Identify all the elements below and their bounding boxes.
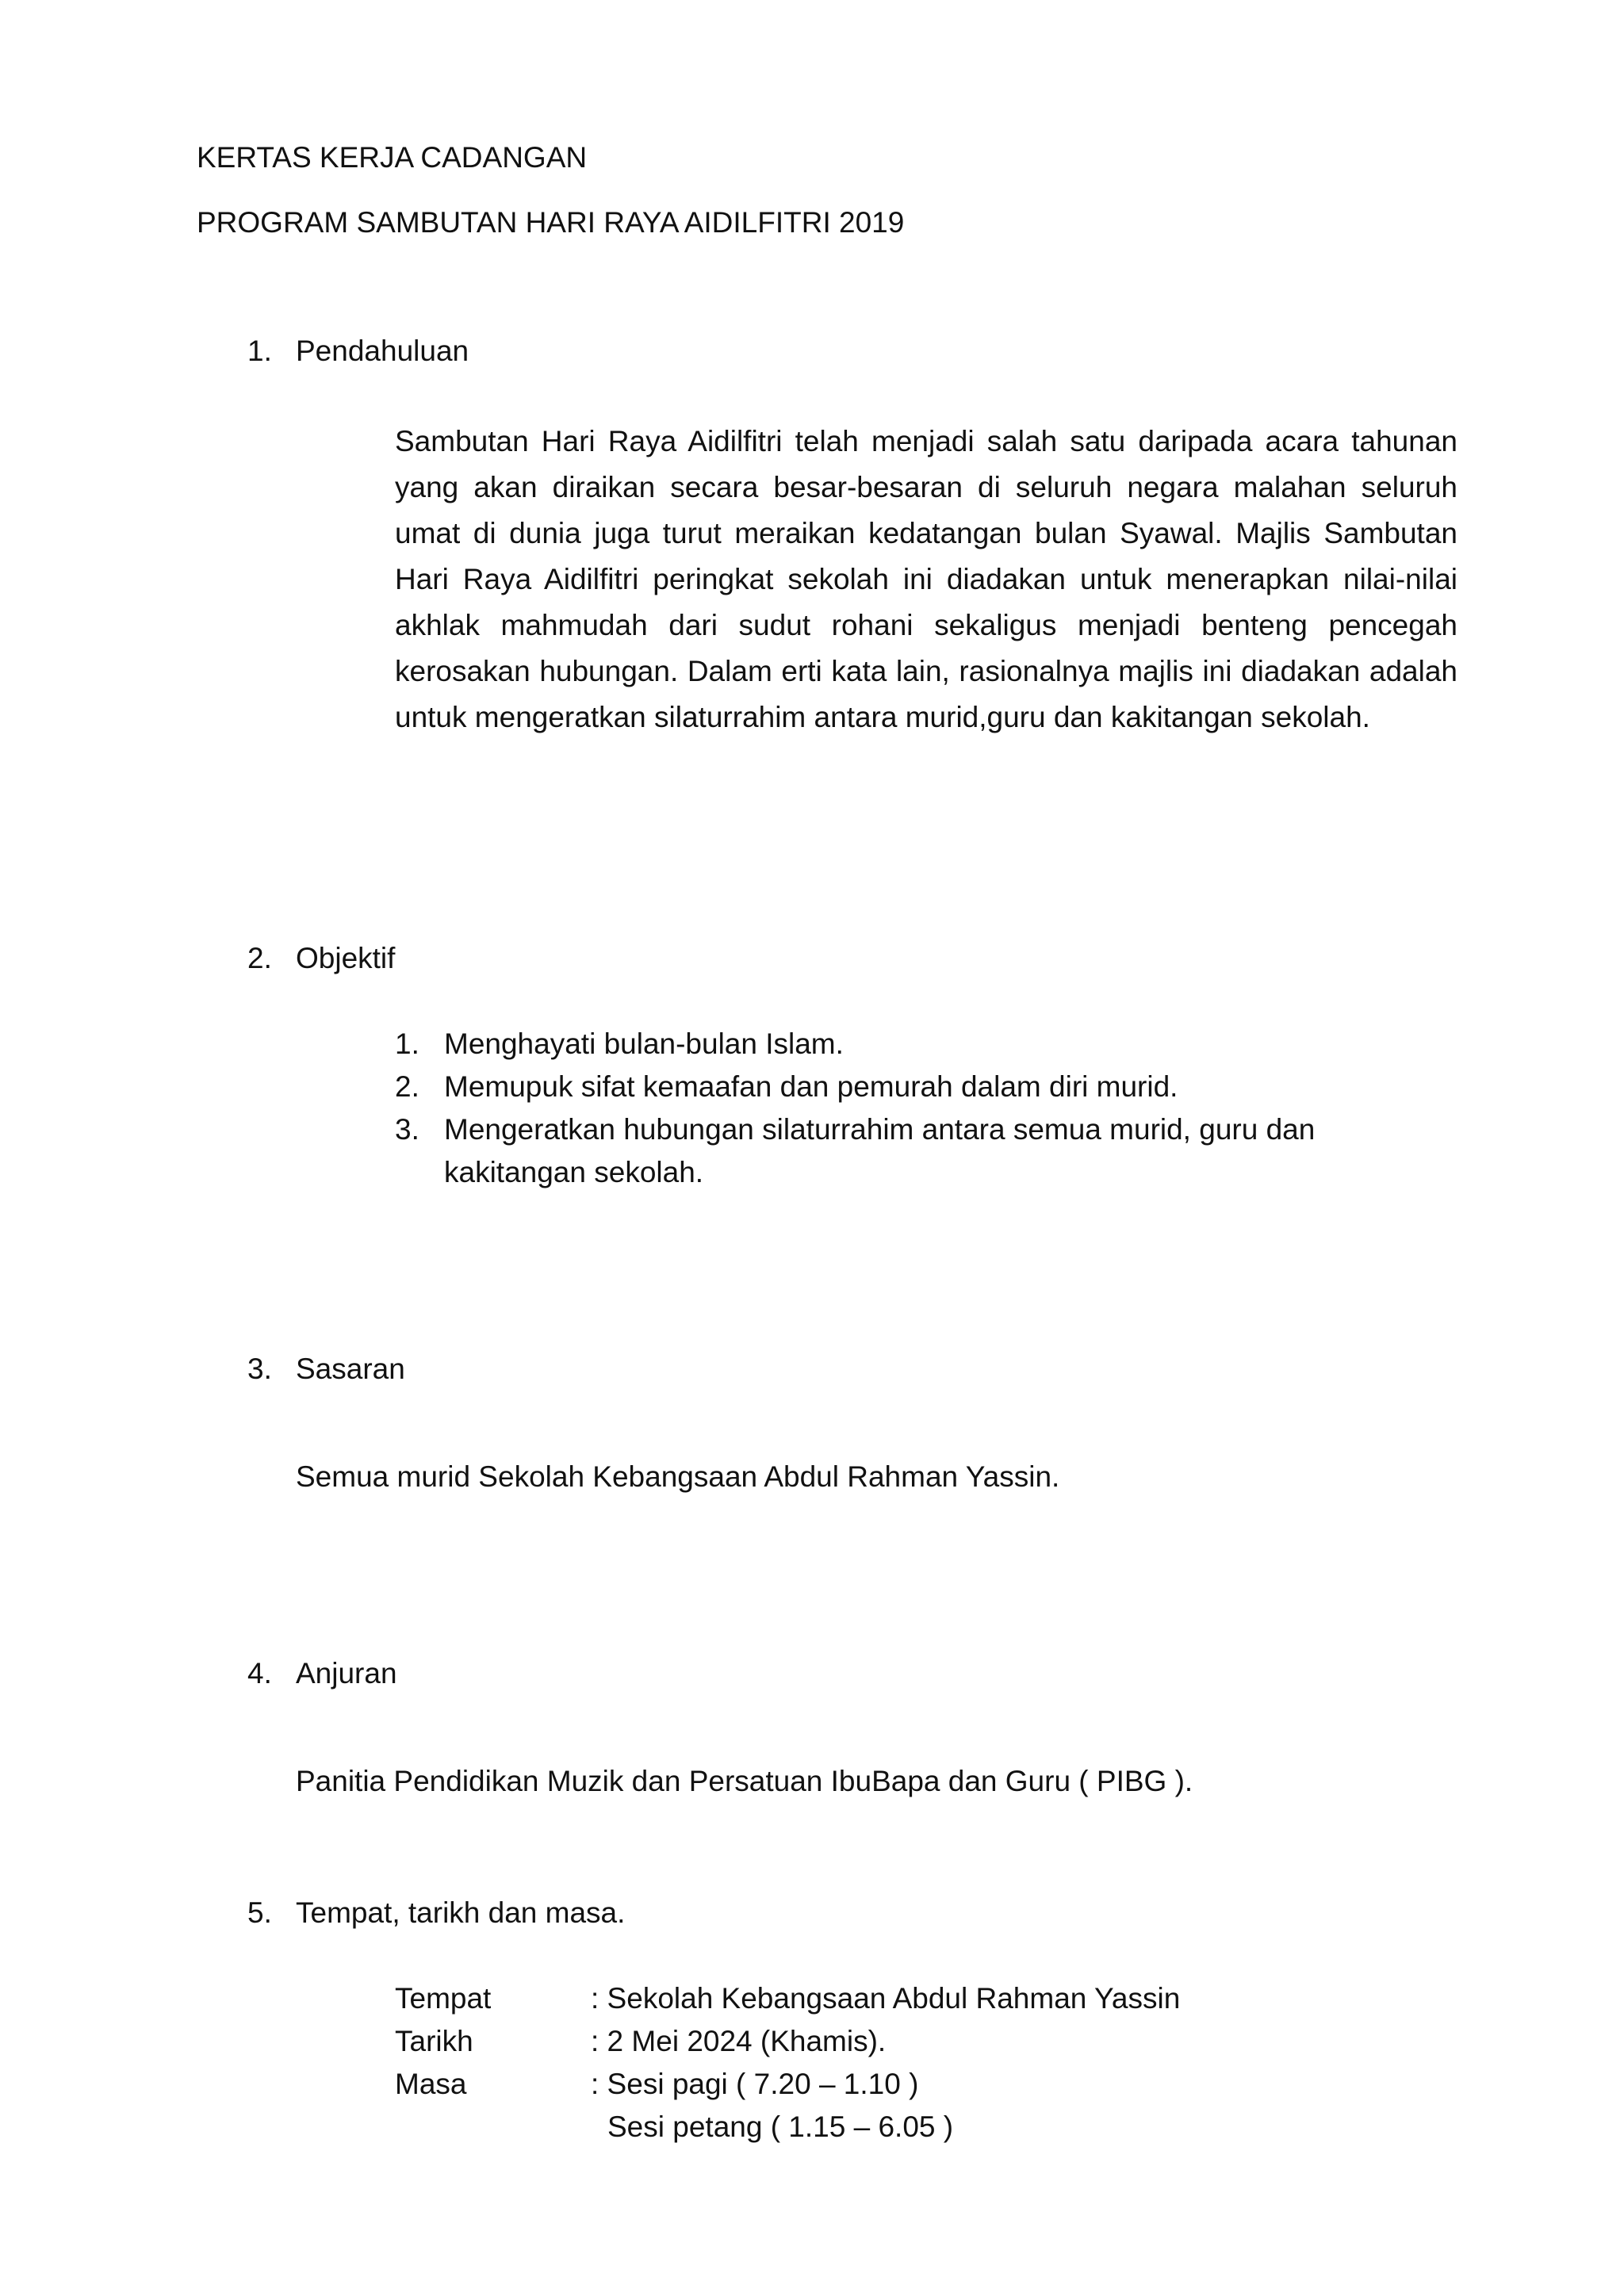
section-5-heading: Tempat, tarikh dan masa.	[296, 1896, 626, 1929]
section-1-body: Sambutan Hari Raya Aidilfitri telah menjadi salah satu daripada acara tahunan yang akan diraikan secara besar-besaran di seluruh negara malahan seluruh umat di dunia juga turut meraikan kedatangan bulan Syawal. Majlis Sambutan Hari Raya Aidilfitri peringkat sekolah ini diadakan untuk menerapkan nilai-nilai akhlak mahmudah dari sudut rohani sekaligus menjadi benteng pencegah kerosakan hubungan. Dalam erti kata lain, rasionalnya majlis ini diadakan adalah untuk mengeratkan silaturrahim antara murid,guru dan kakitangan sekolah.	[395, 425, 1457, 733]
objective-item-text: Memupuk sifat kemaafan dan pemurah dalam diri murid.	[444, 1070, 1178, 1103]
section-3-number: 3.	[247, 1353, 272, 1385]
detail-value-masa-pagi: : Sesi pagi ( 7.20 – 1.10 )	[591, 2068, 919, 2100]
detail-label-masa: Masa	[395, 2068, 467, 2100]
detail-label-tempat: Tempat	[395, 1982, 492, 2015]
section-1-heading: Pendahuluan	[296, 335, 469, 367]
detail-value-tempat: : Sekolah Kebangsaan Abdul Rahman Yassin	[591, 1982, 1181, 2015]
section-3-body: Semua murid Sekolah Kebangsaan Abdul Rahman Yassin.	[296, 1460, 1060, 1493]
detail-value-masa-petang: Sesi petang ( 1.15 – 6.05 )	[607, 2110, 954, 2143]
detail-value-tarikh: : 2 Mei 2024 (Khamis).	[591, 2025, 887, 2057]
objective-item-number: 3.	[395, 1113, 419, 1146]
section-4-body: Panitia Pendidikan Muzik dan Persatuan IbuBapa dan Guru ( PIBG ).	[296, 1765, 1193, 1797]
section-5-number: 5.	[247, 1896, 272, 1929]
section-2-number: 2.	[247, 942, 272, 974]
detail-label-tarikh: Tarikh	[395, 2025, 473, 2057]
section-4-heading: Anjuran	[296, 1657, 397, 1689]
section-1-number: 1.	[247, 335, 272, 367]
objective-item-text: Menghayati bulan-bulan Islam.	[444, 1027, 844, 1060]
document-title-line-1: KERTAS KERJA CADANGAN	[197, 141, 588, 174]
objective-item-number: 1.	[395, 1027, 419, 1060]
document-title-line-2: PROGRAM SAMBUTAN HARI RAYA AIDILFITRI 2019	[197, 206, 905, 239]
objective-item-number: 2.	[395, 1070, 419, 1103]
section-2-heading: Objektif	[296, 942, 396, 974]
section-3-heading: Sasaran	[296, 1353, 405, 1385]
objective-item-text: Mengeratkan hubungan silaturrahim antara semua murid, guru dan kakitangan sekolah.	[444, 1113, 1316, 1188]
section-4-number: 4.	[247, 1657, 272, 1689]
